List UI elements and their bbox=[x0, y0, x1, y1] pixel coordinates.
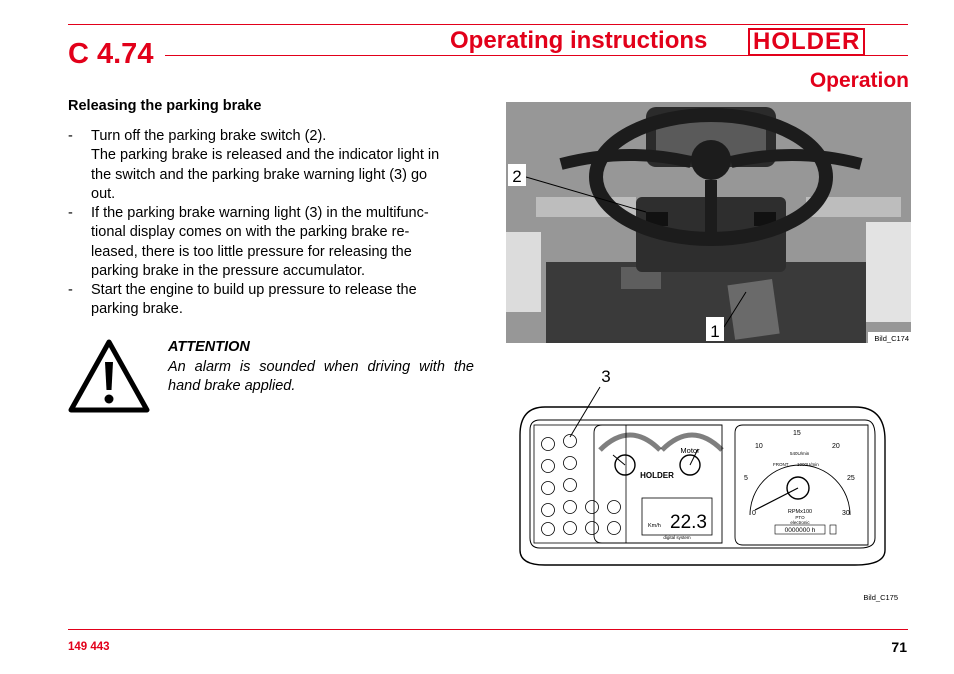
digital-system-label: digital system bbox=[663, 535, 691, 540]
pto-540-label: 540U/min bbox=[790, 451, 810, 456]
figure2-caption: Bild_C175 bbox=[863, 593, 898, 602]
section-title: Operation bbox=[809, 69, 909, 92]
list-item: If the parking brake warning light (3) in the multifunc- tional display comes on with the parking brake re- leased, there is too little pressure for releasing the parking brake in the pressure accumulator. bbox=[91, 205, 429, 279]
model-title: C 4.74 bbox=[68, 38, 154, 70]
bullet-marker: - bbox=[68, 205, 73, 221]
front-pto-label: FRONT bbox=[773, 462, 789, 467]
electronic-label: electronic bbox=[790, 520, 810, 525]
document-title: Operating instructions bbox=[450, 27, 708, 54]
motor-label: Motor bbox=[680, 446, 700, 455]
page-number: 71 bbox=[891, 639, 907, 655]
callout-1: 1 bbox=[710, 322, 720, 341]
callout-3: 3 bbox=[601, 367, 611, 386]
list-item: Start the engine to build up pressure to release the parking brake. bbox=[91, 282, 417, 318]
list-item: Turn off the parking brake switch (2). The parking brake is released and the indicator light in the switch and the parking brake warning light (3) go out. bbox=[91, 128, 440, 202]
display-logo: HOLDER bbox=[640, 471, 674, 480]
rpm-tick: 20 bbox=[832, 443, 840, 450]
bullet-marker: - bbox=[68, 128, 73, 144]
rpm-tick: 15 bbox=[793, 430, 801, 437]
rpm-tick: 5 bbox=[744, 475, 748, 482]
rpm-label: RPMx100 bbox=[787, 509, 813, 515]
hour-meter: 0000000 h bbox=[784, 527, 816, 534]
rpm-tick: 10 bbox=[755, 443, 763, 450]
callout-2: 2 bbox=[512, 167, 522, 186]
footer-rule bbox=[68, 629, 908, 630]
rpm-tick: 30 bbox=[842, 510, 850, 517]
pto-label: PTO bbox=[795, 515, 805, 520]
rpm-tick: 25 bbox=[847, 475, 855, 482]
holder-logo: HOLDER bbox=[748, 28, 865, 56]
cab-photo bbox=[506, 102, 911, 343]
speed-unit: Km/h bbox=[648, 523, 661, 529]
instrument-cluster-diagram bbox=[500, 365, 900, 610]
document-number: 149 443 bbox=[68, 641, 110, 653]
attention-text: An alarm is sounded when driving with the hand brake applied. bbox=[168, 359, 474, 395]
section-heading: Releasing the parking brake bbox=[68, 98, 262, 114]
attention-title: ATTENTION bbox=[168, 339, 250, 355]
rpm-tick: 0 bbox=[752, 510, 756, 517]
speed-readout: 22.3 bbox=[670, 512, 707, 533]
pto-1000-label: 1000U/min bbox=[797, 462, 819, 467]
header-top-rule bbox=[68, 24, 908, 25]
bullet-marker: - bbox=[68, 282, 73, 298]
warning-triangle-icon bbox=[68, 338, 150, 414]
figure1-caption: Bild_C174 bbox=[874, 334, 909, 343]
